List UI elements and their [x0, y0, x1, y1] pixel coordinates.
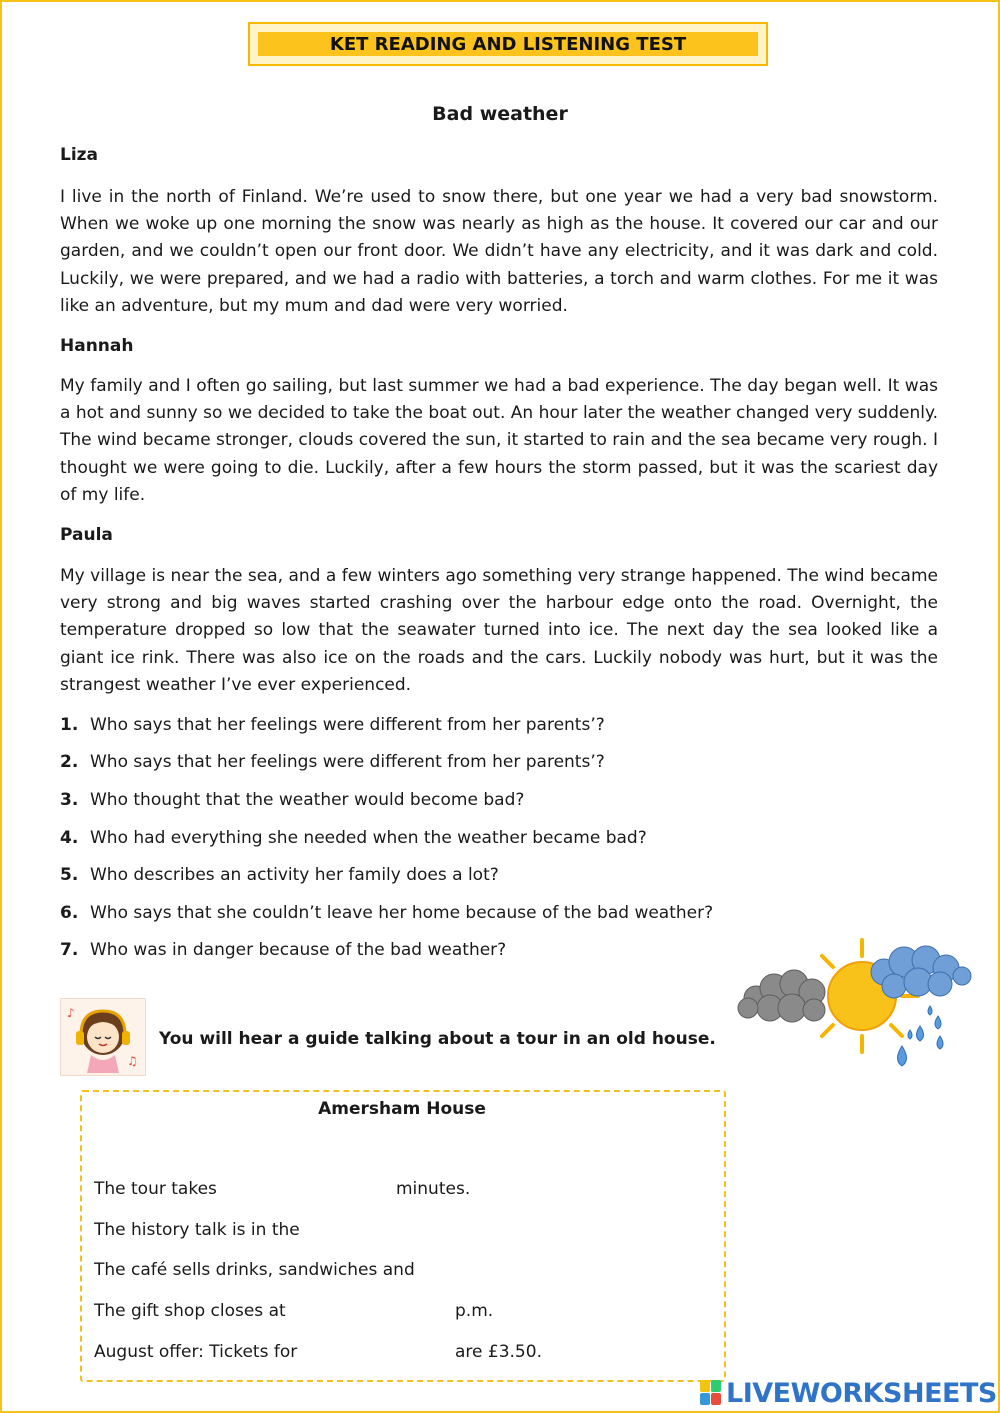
gap-line-4-after: p.m.	[455, 1301, 494, 1321]
person-name-paula: Paula	[60, 525, 113, 545]
question-text: Who says that she couldn’t leave her home because of the bad weather?	[90, 903, 714, 923]
gap-line-5-after: are £3.50.	[455, 1342, 542, 1362]
question-number: 1.	[60, 715, 79, 735]
question-number: 2.	[60, 752, 79, 772]
question-7[interactable]	[60, 940, 506, 960]
notes-box-title: Amersham House	[318, 1099, 486, 1119]
person-text-hannah: My family and I often go sailing, but last summer we had a bad experience. The day began well. It was a hot and sunny so we decided to take the boat out. An hour later the weather changed very suddenly. The wind became stronger, clouds covered the sun, it started to rain and the sea became very rough. I thought we were going to die. Luckily, after a few hours the storm passed, but it was the scariest day of my life.	[60, 376, 938, 505]
gap-line-3-before: The café sells drinks, sandwiches and	[94, 1260, 415, 1280]
header-banner	[248, 22, 768, 66]
listening-instruction: You will hear a guide talking about a tour in an old house.	[159, 1029, 716, 1049]
question-3[interactable]	[60, 790, 524, 810]
weather-cloud-sun-rain-icon	[734, 936, 974, 1076]
person-text-liza: I live in the north of Finland. We’re used to snow there, but one year we had a very bad snowstorm. When we woke up one morning the snow was nearly as high as the house. It covered our car and our garden, and we couldn’t open our front door. We didn’t have any electricity, and it was dark and cold. Luckily, we were prepared, and we had a radio with batteries, a torch and warm clothes. For me it was like an adventure, but my mum and dad were very worried.	[60, 187, 938, 316]
question-6[interactable]	[60, 903, 713, 923]
question-text: Who thought that the weather would become bad?	[90, 790, 525, 810]
question-text: Who says that her feelings were different from her parents’?	[90, 752, 605, 772]
header-title: KET READING AND LISTENING TEST	[258, 32, 758, 56]
svg-text:♪: ♪	[67, 1006, 75, 1020]
question-number: 4.	[60, 828, 79, 848]
question-number: 5.	[60, 865, 79, 885]
girl-headphones-icon	[60, 998, 146, 1076]
question-text: Who had everything she needed when the weather became bad?	[90, 828, 647, 848]
liveworksheets-mark-icon	[700, 1380, 722, 1406]
svg-text:♫: ♫	[127, 1054, 138, 1068]
person-name-hannah: Hannah	[60, 336, 134, 356]
gap-line-2-before: The history talk is in the	[94, 1220, 300, 1240]
grey-cloud-icon	[738, 970, 825, 1022]
rain-drops-icon	[898, 1006, 944, 1066]
person-text-paula: My village is near the sea, and a few winters ago something very strange happened. The wind became very strong and big waves started crashing over the harbour edge onto the road. Overnight, the temperature dropped so low that the seawater turned into ice. The next day the sea looked like a giant ice rink. There was also ice on the roads and the cars. Luckily nobody was hurt, but it was the strangest weather I’ve ever experienced.	[60, 566, 938, 695]
question-number: 7.	[60, 940, 79, 960]
question-1[interactable]	[60, 715, 605, 735]
person-name-liza: Liza	[60, 145, 99, 165]
question-4[interactable]	[60, 828, 647, 848]
question-text: Who describes an activity her family does a lot?	[90, 865, 499, 885]
question-text: Who says that her feelings were different from her parents’?	[90, 715, 605, 735]
blue-cloud-icon	[871, 946, 971, 998]
gap-line-4-before: The gift shop closes at	[94, 1301, 286, 1321]
reading-title: Bad weather	[432, 103, 568, 125]
liveworksheets-brand: LIVEWORKSHEETS	[726, 1377, 997, 1409]
liveworksheets-logo[interactable]	[700, 1376, 997, 1410]
question-2[interactable]	[60, 752, 605, 772]
question-5[interactable]	[60, 865, 499, 885]
question-text: Who was in danger because of the bad weather?	[90, 940, 507, 960]
gap-line-1-before: The tour takes	[94, 1179, 217, 1199]
gap-line-1-after: minutes.	[396, 1179, 471, 1199]
question-number: 3.	[60, 790, 79, 810]
gap-line-5-before: August offer: Tickets for	[94, 1342, 298, 1362]
question-number: 6.	[60, 903, 79, 923]
